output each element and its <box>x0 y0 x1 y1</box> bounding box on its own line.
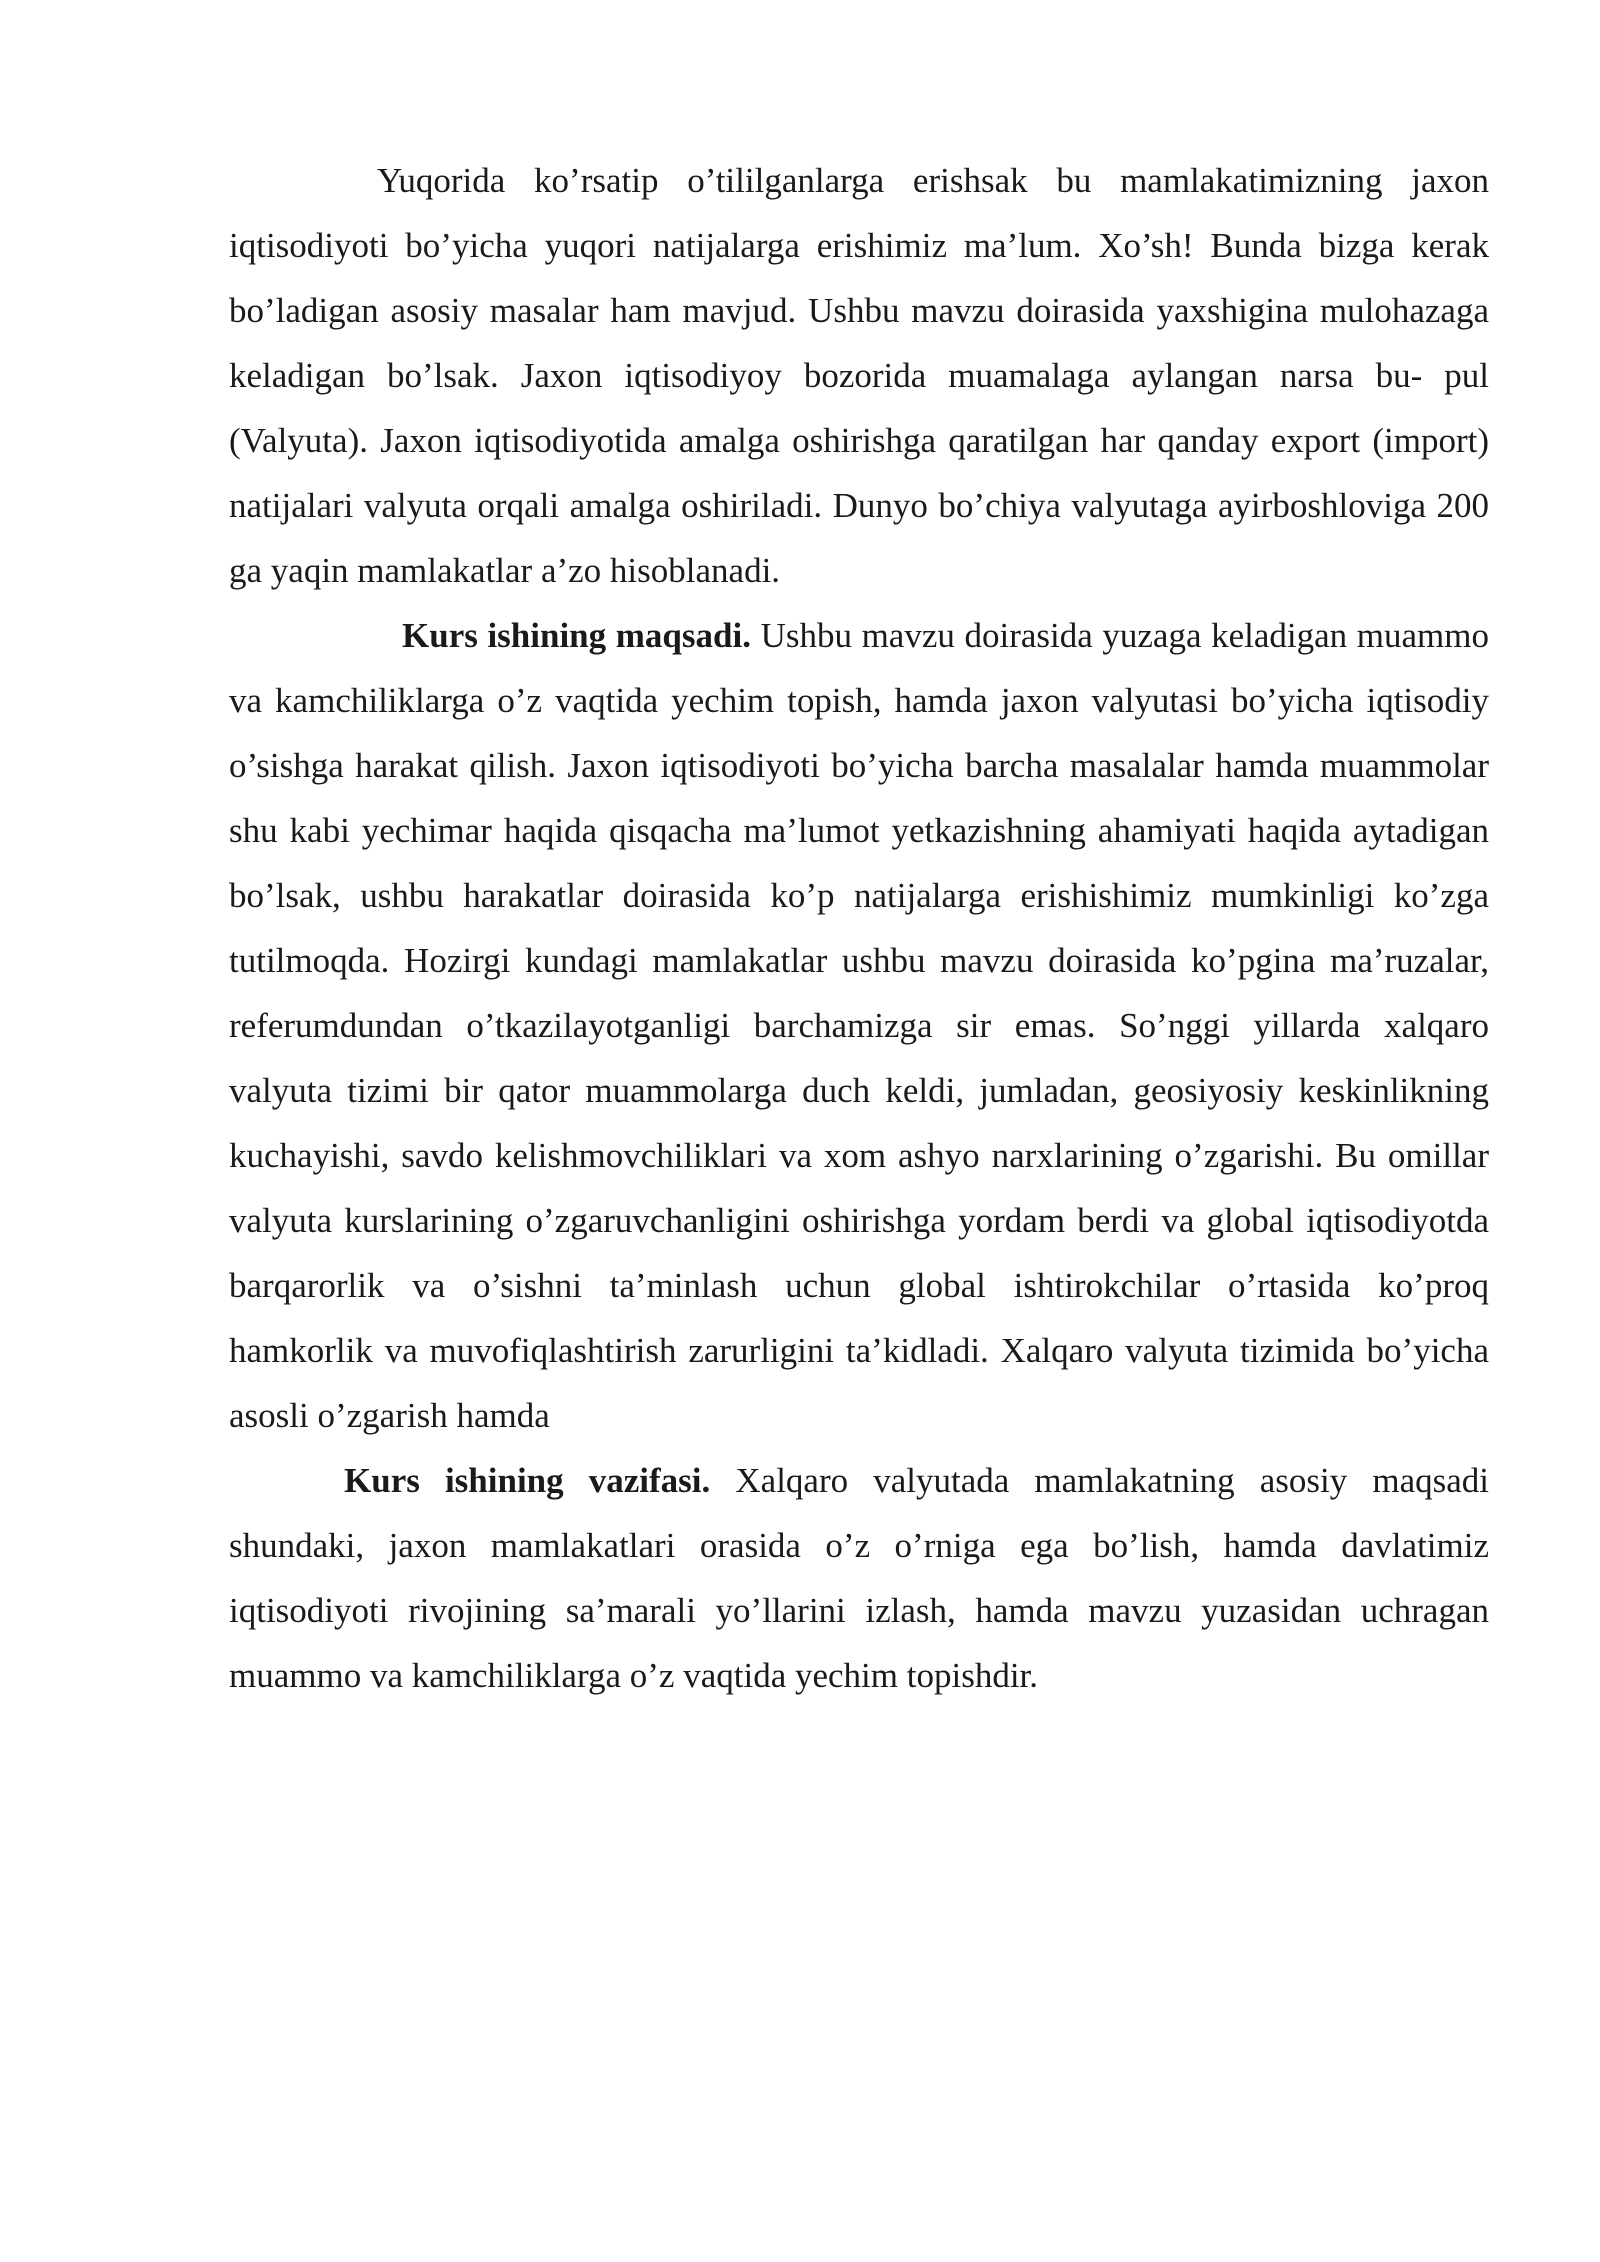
section-heading-tasks: Kurs ishining vazifasi. <box>344 1461 711 1500</box>
paragraph-tasks-text: Xalqaro valyutada mamlakatning asosiy maqsadi shundaki, jaxon mamlakatlari orasida o’z o’rniga ega bo’lish, hamda davlatimiz iqtisodiyoti rivojining sa’marali yo’llarini izlash, hamda mavzu yuzasidan uchragan muammo va kamchiliklarga o’z vaqtida yechim topishdir. <box>229 1461 1490 1695</box>
paragraph-intro <box>229 148 1489 603</box>
paragraph-goal <box>229 603 1489 1448</box>
paragraph-tasks <box>229 1448 1489 1708</box>
paragraph-intro-text: Yuqorida ko’rsatip o’tililganlarga erishsak bu mamlakatimizning jaxon iqtisodiyoti bo’yicha yuqori natijalarga erishimiz ma’lum. Xo’sh! Bunda bizga kerak bo’ladigan asosiy masalar ham mavjud. Ushbu mavzu doirasida yaxshigina mulohazaga keladigan bo’lsak. Jaxon iqtisodiyoy bozorida muamalaga aylangan narsa bu- pul (Valyuta). Jaxon iqtisodiyotida amalga oshirishga qaratilgan har qanday export (import) natijalari valyuta orqali amalga oshiriladi. Dunyo bo’chiya valyutaga ayirboshloviga 200 ga yaqin mamlakatlar a’zo hisoblanadi. <box>229 161 1489 590</box>
document-body <box>229 148 1489 1708</box>
section-heading-goal: Kurs ishining maqsadi. <box>402 616 751 655</box>
paragraph-goal-text: Ushbu mavzu doirasida yuzaga keladigan muammo va kamchiliklarga o’z vaqtida yechim topish, hamda jaxon valyutasi bo’yicha iqtisodiy o’sishga harakat qilish. Jaxon iqtisodiyoti bo’yicha barcha masalalar hamda muammolar shu kabi yechimar haqida qisqacha ma’lumot yetkazishning ahamiyati haqida aytadigan bo’lsak, ushbu harakatlar doirasida ko’p natijalarga erishishimiz mumkinligi ko’zga tutilmoqda. Hozirgi kundagi mamlakatlar ushbu mavzu doirasida ko’pgina ma’ruzalar, referumdundan o’tkazilayotganligi barchamizga sir emas. So’nggi yillarda xalqaro valyuta tizimi bir qator muammolarga duch keldi, jumladan, geosiyosiy keskinlikning kuchayishi, savdo kelishmovchiliklari va xom ashyo narxlarining o’zgarishi. Bu omillar valyuta kurslarining o’zgaruvchanligini oshirishga yordam berdi va global iqtisodiyotda barqarorlik va o’sishni ta’minlash uchun global ishtirokchilar o’rtasida ko’proq hamkorlik va muvofiqlashtirish zarurligini ta’kidladi. Xalqaro valyuta tizimida bo’yicha asosli o’zgarish hamda <box>229 616 1489 1435</box>
